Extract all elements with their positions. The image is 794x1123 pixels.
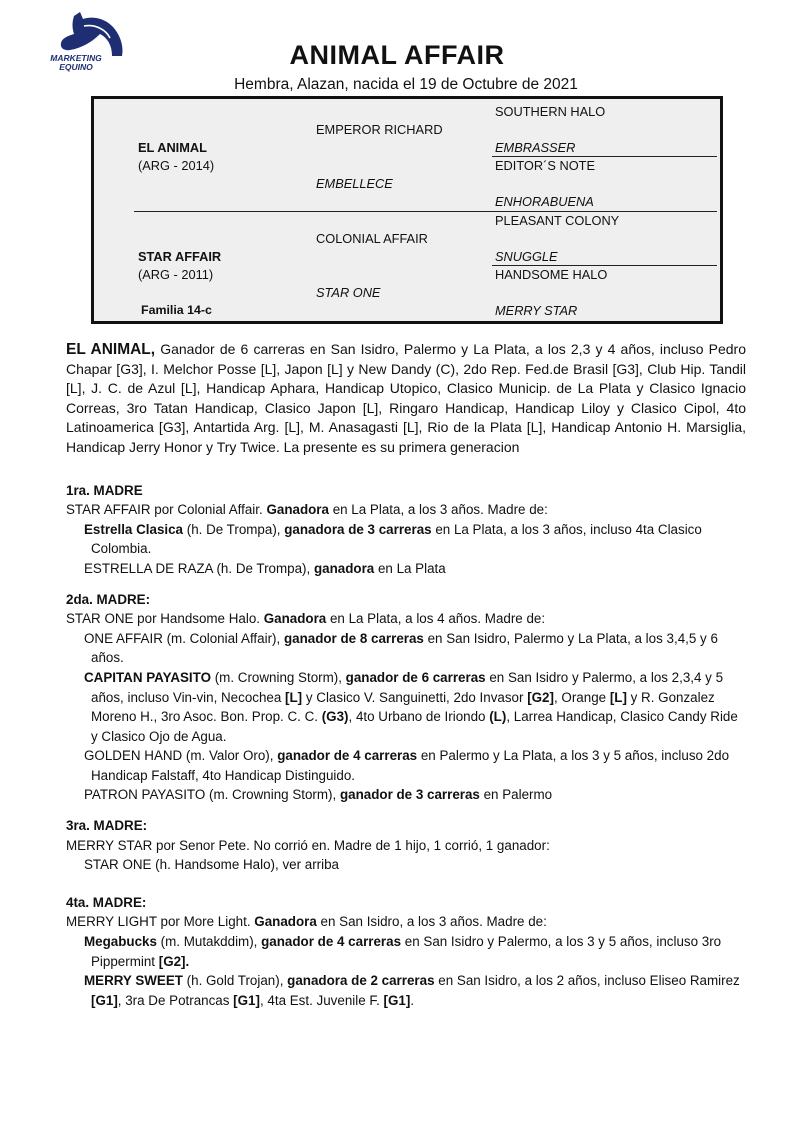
bold-text: Megabucks [84, 934, 157, 950]
bold-text: ganador de 8 carreras [283, 630, 424, 646]
offspring-entry [84, 668, 746, 746]
text-span: , 4to Urbano de Iriondo [348, 709, 490, 725]
dam-sections [66, 481, 746, 1011]
sire-dam-sire: EDITOR´S NOTE [495, 158, 596, 173]
bold-text: [L] [609, 689, 627, 705]
text-span: , 4ta Est. Juvenile F. [259, 992, 384, 1008]
text-span: , 3ra De Potrancas [117, 992, 234, 1008]
offspring-entry [84, 520, 746, 559]
logo-text: MARKETING EQUINO [50, 53, 102, 72]
dam-heading: 2da. MADRE: [66, 591, 151, 607]
offspring-entry [84, 559, 746, 579]
offspring-entry [84, 932, 746, 971]
dam-section [66, 816, 746, 875]
dam-sire-sire: PLEASANT COLONY [495, 213, 620, 228]
bold-text: ganadora de 2 carreras [287, 973, 435, 989]
bold-text: (G3) [321, 709, 349, 725]
offspring-entry [84, 629, 746, 668]
dam-heading: 4ta. MADRE: [66, 894, 147, 910]
text-span: , Larrea Handicap, Clasico Candy Ride y Clasico Ojo de Agua. [91, 709, 738, 744]
text-span: STAR ONE (h. Handsome Halo), ver arriba [84, 857, 339, 873]
dam-section [66, 481, 746, 579]
text-span: PATRON PAYASITO (m. Crowning Storm), [84, 787, 340, 803]
page-subtitle: Hembra, Alazan, nacida el 19 de Octubre de 2021 [234, 76, 578, 93]
dam-sire: COLONIAL AFFAIR [316, 231, 428, 246]
dam-summary [66, 500, 746, 520]
dam-summary [66, 609, 746, 629]
bold-text: [G1] [91, 992, 118, 1008]
dam-summary [66, 912, 746, 932]
sire-info: (ARG - 2014) [138, 158, 215, 173]
text-span: y R. Gonzalez Moreno H., 3ro Asoc. Bon. Prop. C. C. [91, 689, 715, 725]
sire-sire-sire: SOUTHERN HALO [495, 104, 606, 119]
dam-dam-dam: MERRY STAR [495, 303, 578, 318]
dam-sire-dam: SNUGGLE [495, 249, 558, 264]
text-span: en La Plata, a los 4 años. Madre de: [326, 611, 546, 627]
pedigree-table [91, 96, 723, 324]
text-span: en Palermo [479, 787, 553, 803]
text-span: (h. De Trompa), [183, 521, 285, 537]
text-span: en La Plata [374, 560, 446, 576]
text-span: en Palermo y La Plata, a los 3 y 5 años, incluso 2do Handicap Falstaff, 4to Handicap Distinguido. [91, 748, 730, 783]
text-span: GOLDEN HAND (m. Valor Oro), [84, 748, 278, 764]
sire-summary [66, 340, 746, 458]
offspring-entry [84, 855, 746, 875]
text-span: ONE AFFAIR (m. Colonial Affair), [84, 630, 284, 646]
bold-text: ganador de 4 carreras [261, 934, 402, 950]
text-span: en San Isidro, a los 3 años. Madre de: [316, 914, 547, 930]
bold-text: ganadora de 3 carreras [284, 521, 432, 537]
text-span: (m. Crowning Storm), [211, 669, 346, 685]
dam-dam-sire: HANDSOME HALO [495, 267, 608, 282]
bold-text: Ganadora [254, 914, 317, 930]
bold-text: ganador de 6 carreras [345, 669, 486, 685]
divider [492, 265, 717, 266]
bold-text: ganador de 3 carreras [339, 787, 480, 803]
text-span: en La Plata, a los 3 años, incluso 4ta Clasico Colombia. [91, 521, 702, 557]
dam-info: (ARG - 2011) [138, 267, 214, 282]
bold-text: [G1] [233, 992, 260, 1008]
sire-dam-dam: ENHORABUENA [495, 194, 594, 209]
offspring-entry [84, 746, 746, 785]
text-span: ESTRELLA DE RAZA (h. De Trompa), [84, 560, 314, 576]
dam-summary [66, 836, 746, 856]
dam-section [66, 590, 746, 806]
bold-text: (L) [489, 709, 507, 725]
text-span: en San Isidro y Palermo, a los 3 y 5 años, incluso 3ro Pippermint [91, 934, 722, 969]
text-span: en San Isidro y Palermo, a los 2,3,4 y 5 años, incluso Vin-vin, Necochea [91, 669, 724, 705]
dam-section [66, 893, 746, 1011]
bold-text: [G2]. [158, 953, 190, 969]
text-span: , Orange [553, 689, 610, 705]
page-title: ANIMAL AFFAIR [289, 40, 505, 70]
sire-sire: EMPEROR RICHARD [316, 122, 443, 137]
pedigree-description [66, 340, 746, 1010]
text-span: en San Isidro, a los 2 años, incluso Eliseo Ramirez [434, 973, 740, 989]
bold-text: [G2] [527, 689, 554, 705]
family-label: Familia 14-c [141, 303, 212, 317]
sire-heading: EL ANIMAL, [66, 341, 156, 358]
bold-text: ganadora [313, 560, 375, 576]
text-span: en San Isidro, Palermo y La Plata, a los 3,4,5 y 6 años. [91, 630, 718, 666]
sire-dam: EMBELLECE [316, 176, 393, 191]
sire-sire-dam: EMBRASSER [495, 140, 576, 155]
text-span: MERRY LIGHT por More Light. [66, 914, 255, 930]
text-span: MERRY STAR por Senor Pete. No corrió en. Madre de 1 hijo, 1 corrió, 1 ganador: [66, 837, 550, 853]
bold-text: Estrella Clasica [84, 521, 184, 537]
dam-heading: 1ra. MADRE [66, 482, 143, 498]
dam-heading: 3ra. MADRE: [66, 818, 148, 834]
divider [134, 211, 717, 212]
text-span: en La Plata, a los 3 años. Madre de: [328, 502, 548, 518]
text-span: y Clasico V. Sanguinetti, 2do Invasor [302, 689, 528, 705]
text-span: STAR ONE por Handsome Halo. [66, 611, 264, 627]
sire-name: EL ANIMAL [138, 140, 207, 155]
bold-text: ganador de 4 carreras [277, 748, 418, 764]
dam-name: STAR AFFAIR [138, 249, 222, 264]
sire-summary-text: Ganador de 6 carreras en San Isidro, Palermo y La Plata, a los 2,3 y 4 años, incluso Pedro Chapar [G3], I. Melchor Posse [L], Japon [L] y New Dandy (C), 2do Rep. Fed.de Brasil [G3], Club Hip. Tandil [L], J. C. de Azul [L], Handicap Aphara, Handicap Utopico, Clasico Municip. de La Plata y Clasico Ignacio Correas, 3ro Tatan Handicap, Clasico Japon [L], Ringaro Handicap, Handicap Liloy y Clasico Cipol, 4to Latinoamerica [G3], Antartida Arg. [L], M. Anasagasti [L], Rio de la Plata [L], Handicap Antonio H. Marsiglia, Handicap Jerry Honor y Try Twice. La presente es su primera generacion [66, 341, 746, 455]
bold-text: Ganadora [266, 502, 329, 518]
dam-dam: STAR ONE [316, 285, 381, 300]
bold-text: Ganadora [263, 611, 327, 627]
text-span: (m. Mutakddim), [156, 934, 262, 950]
bold-text: [L] [285, 689, 303, 705]
offspring-entry [84, 785, 746, 805]
text-span: (h. Gold Trojan), [182, 973, 288, 989]
text-span: STAR AFFAIR por Colonial Affair. [66, 502, 267, 518]
bold-text: [G1] [383, 992, 411, 1008]
text-span: . [410, 992, 415, 1008]
divider [492, 156, 717, 157]
bold-text: CAPITAN PAYASITO [84, 669, 211, 685]
bold-text: MERRY SWEET [84, 973, 183, 989]
offspring-entry [84, 971, 746, 1010]
